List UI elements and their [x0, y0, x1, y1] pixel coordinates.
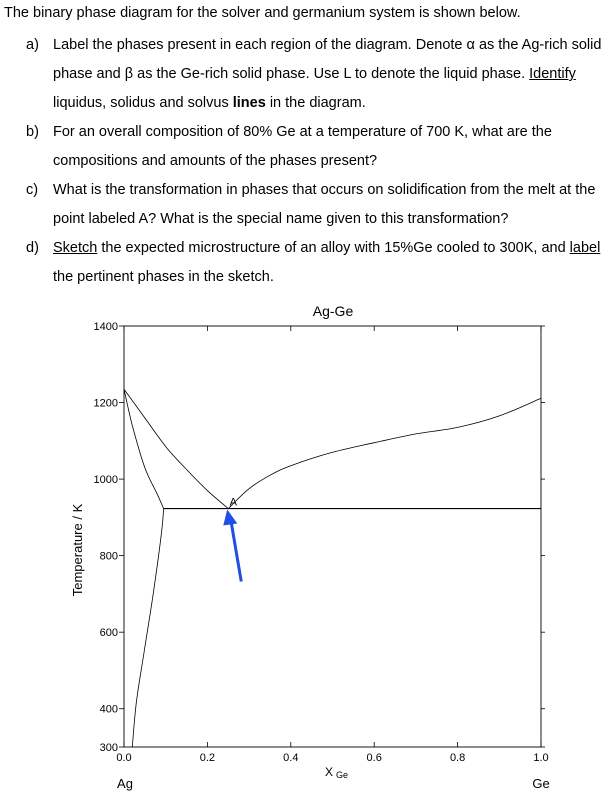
- text-segment: the pertinent phases in the sketch.: [53, 269, 274, 285]
- x-tick-label: 0.8: [449, 752, 466, 764]
- y-tick-label: 400: [99, 703, 118, 716]
- underlined-text: label: [569, 240, 601, 256]
- question-letter: d): [26, 240, 39, 256]
- text-segment: For an overall composition of 80% Ge at a temperature of 700 K, what are the: [53, 124, 552, 140]
- text-segment: point labeled A? What is the special name given to this transformation?: [53, 211, 509, 227]
- plot-frame: [124, 326, 541, 747]
- text-segment: in the diagram.: [265, 95, 366, 111]
- question-letter: b): [26, 124, 39, 140]
- bold-text: lines: [232, 95, 266, 111]
- axis-ticks: [94, 321, 549, 764]
- text-segment: compositions and amounts of the phases present?: [53, 153, 378, 169]
- text-segment: liquidus, solidus and solvus: [53, 95, 233, 111]
- underlined-text: Sketch: [53, 240, 98, 256]
- arrow-shaft: [231, 523, 241, 582]
- x-tick-label: 0.2: [199, 752, 216, 764]
- y-tick-label: 600: [99, 627, 118, 640]
- question-letter: a): [26, 37, 39, 53]
- y-tick-label: 300: [99, 742, 118, 754]
- x-axis-label-sub: Ge: [336, 770, 349, 780]
- ag-end-label: Ag: [117, 776, 133, 791]
- y-tick-label: 1000: [93, 474, 118, 487]
- y-axis-label: Temperature / K: [70, 503, 85, 597]
- text-segment: Label the phases present in each region of the diagram. Denote α as the Ag-rich solid: [53, 37, 602, 53]
- underlined-text: Identify: [529, 66, 576, 82]
- solvus-line: [132, 509, 163, 747]
- x-tick-label: 1.0: [533, 752, 549, 764]
- y-tick-label: 800: [99, 550, 118, 563]
- question-letter: c): [26, 182, 39, 198]
- phase-boundaries: [124, 389, 541, 747]
- x-tick-label: 0.4: [283, 752, 299, 764]
- eutectic-point-label: A: [229, 496, 237, 509]
- chart-title: Ag-Ge: [312, 303, 354, 319]
- text-segment: What is the transformation in phases that occurs on solidification from the melt at the: [53, 182, 596, 198]
- x-axis-label: [325, 765, 348, 780]
- solidus-left-line: [124, 389, 164, 508]
- intro-text: The binary phase diagram for the solver and germanium system is shown below.: [4, 5, 521, 21]
- arrow-head: [223, 510, 237, 526]
- liquidus-right-line: [228, 398, 541, 508]
- text-segment: phase and β as the Ge-rich solid phase. Use L to denote the liquid phase.: [53, 66, 530, 82]
- x-axis-label-main: X: [325, 765, 334, 779]
- liquidus-left-line: [124, 389, 228, 508]
- eutectic-arrow-icon: [223, 510, 241, 582]
- y-tick-label: 1200: [93, 397, 118, 410]
- x-tick-label: 0.6: [366, 752, 382, 764]
- text-segment: the expected microstructure of an alloy with 15%Ge cooled to 300K, and: [97, 240, 570, 256]
- ge-end-label: Ge: [532, 776, 550, 791]
- x-tick-label: 0.0: [116, 752, 132, 764]
- y-tick-label: 1400: [93, 321, 118, 333]
